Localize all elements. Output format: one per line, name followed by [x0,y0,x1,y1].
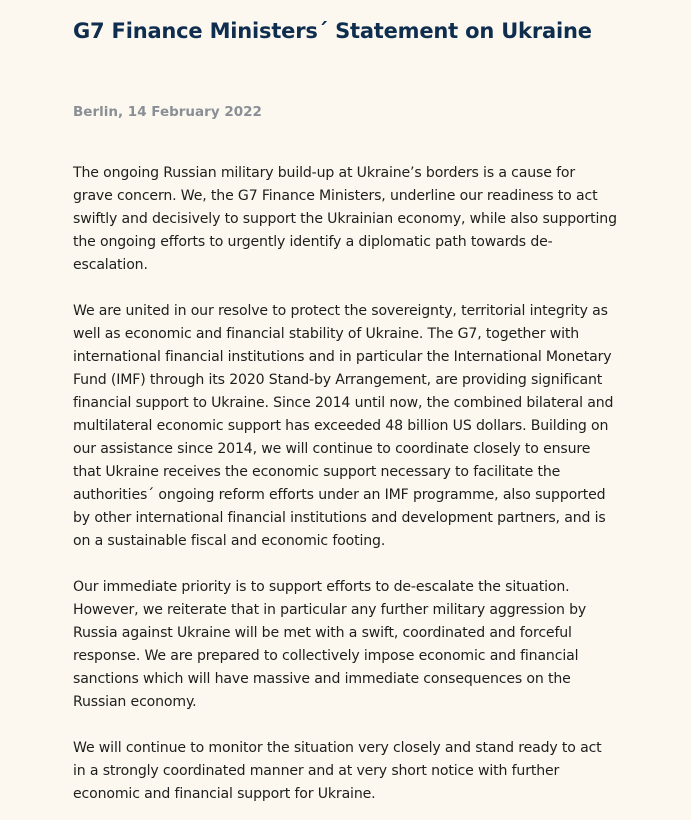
paragraph-1: The ongoing Russian military build-up at Ukraine’s borders is a cause for grave concern. We, the G7 Finance Ministers, underline our readiness to act swiftly and decisively to support the Ukrainian economy, while also supporting the ongoing efforts to urgently identify a diplomatic path towards de-escalation. [73,165,617,273]
paragraph-3: Our immediate priority is to support efforts to de-escalate the situation. However, we reiterate that in particular any further military aggression by Russia against Ukraine will be met with a swift, coordinated and forceful response. We are prepared to collectively impose economic and financial sanctions which will have massive and immediate consequences on the Russian economy. [73,579,587,710]
paragraph-4: We will continue to monitor the situation very closely and stand ready to act in a strongly coordinated manner and at very short notice with further economic and financial support for Ukraine. [73,740,602,802]
page-title: G7 Finance Ministers´ Statement on Ukraine [73,19,592,43]
paragraph-2: We are united in our resolve to protect the sovereignty, territorial integrity as well as economic and financial stability of Ukraine. The G7, together with international financial institutions and in particular the International Monetary Fund (IMF) through its 2020 Stand-by Arrangement, are providing significant financial support to Ukraine. Since 2014 until now, the combined bilateral and multilateral economic support has exceeded 48 billion US dollars. Building on our assistance since 2014, we will continue to coordinate closely to ensure that Ukraine receives the economic support necessary to facilitate the authorities´ ongoing reform efforts under an IMF programme, also supported by other international financial institutions and development partners, and is on a sustainable fiscal and economic footing. [73,303,614,549]
statement-body [73,162,618,806]
dateline: Berlin, 14 February 2022 [73,104,262,120]
